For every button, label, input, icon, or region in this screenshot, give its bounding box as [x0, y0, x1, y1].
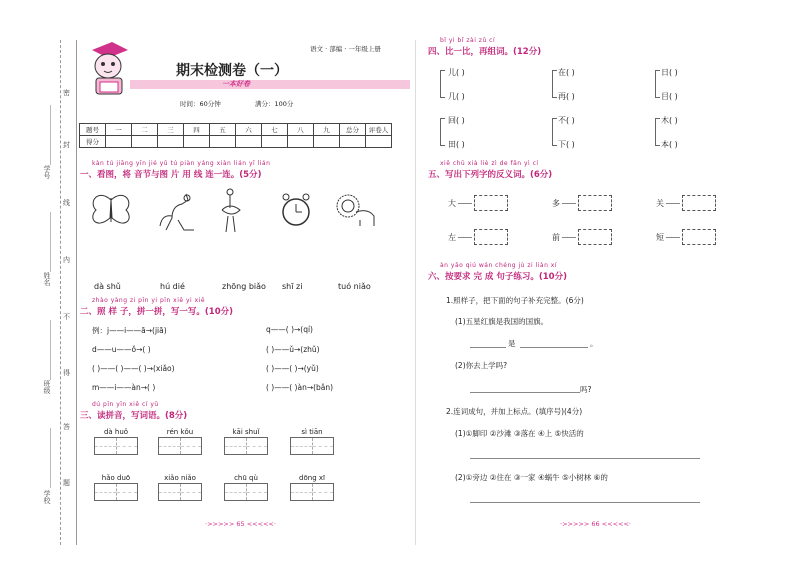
score-cell[interactable] — [132, 136, 158, 148]
table-cell: 五 — [210, 124, 236, 136]
score-cell[interactable] — [158, 136, 184, 148]
ostrich-picture — [218, 188, 244, 238]
fill-end: 吗? — [580, 385, 592, 394]
answer-line[interactable] — [470, 392, 580, 393]
antonym-char: 前 — [552, 233, 560, 242]
binding-char: 内 — [63, 256, 70, 264]
word-pinyin: rén kǒu — [166, 428, 194, 436]
student-id-label: 学号 — [43, 165, 51, 179]
table-cell: 二 — [132, 124, 158, 136]
word-pinyin: dà huǒ — [103, 428, 129, 436]
word-writing-box[interactable] — [94, 428, 138, 454]
answer-box[interactable] — [578, 229, 612, 245]
score-cell[interactable] — [262, 136, 288, 148]
word-writing-box[interactable] — [224, 428, 268, 454]
pinyin-word: hú dié — [160, 282, 185, 291]
name-label: 姓名 — [43, 272, 51, 286]
answer-box[interactable] — [474, 195, 508, 211]
exercise-line[interactable]: ( )——ǔ→(zhǔ) — [266, 345, 320, 354]
binding-char: 不 — [63, 313, 70, 321]
question-1: 1.照样子，把下面的句子补充完整。(6分) — [446, 296, 584, 305]
compare-char[interactable]: 儿( ) — [448, 68, 465, 77]
pinyin-word: zhōng biǎo — [222, 282, 266, 291]
dash — [666, 237, 680, 238]
butterfly-picture — [88, 192, 134, 236]
dash — [458, 203, 472, 204]
antonym-char: 多 — [552, 199, 560, 208]
title-band — [130, 80, 410, 89]
dash — [562, 203, 576, 204]
score-cell[interactable] — [340, 136, 366, 148]
answer-box[interactable] — [578, 195, 612, 211]
binding-char: 答 — [63, 423, 70, 431]
lion-picture — [334, 192, 378, 234]
page-title: 期末检测卷（一） — [176, 63, 288, 79]
word-pinyin: xiǎo niǎo — [164, 474, 196, 482]
word-pinyin: dōng xī — [299, 474, 325, 482]
compare-char[interactable]: 再( ) — [558, 92, 575, 101]
pair-brace — [655, 118, 660, 146]
compare-char[interactable]: 木( ) — [661, 116, 678, 125]
antonym-char: 短 — [656, 233, 664, 242]
table-cell: 评卷人 — [366, 124, 392, 136]
pair-brace — [552, 70, 557, 98]
question-2: 2.连词成句，并加上标点。(填序号)(4分) — [446, 407, 583, 416]
word-pinyin: chū qù — [234, 474, 258, 482]
subject-label: 语文 · 部编 · 一年级上册 — [310, 45, 381, 53]
dash — [458, 237, 472, 238]
table-cell: 总分 — [340, 124, 366, 136]
answer-box[interactable] — [682, 229, 716, 245]
binding-char: 题 — [63, 479, 70, 487]
class-label: 班级 — [43, 380, 51, 394]
page-number-right: ·>>>>> 66 <<<<<· — [560, 520, 631, 528]
kangaroo-picture — [158, 190, 198, 236]
margin-line — [76, 40, 77, 545]
word-pinyin: kāi shuǐ — [232, 428, 260, 436]
compare-char[interactable]: 本( ) — [661, 140, 678, 149]
school-label: 学校 — [43, 490, 51, 504]
table-cell: 四 — [184, 124, 210, 136]
compare-char[interactable]: 几( ) — [448, 92, 465, 101]
exercise-line[interactable]: q——( )→(qí) — [266, 325, 313, 334]
compare-char[interactable]: 不( ) — [558, 116, 575, 125]
word-pinyin: sì tiān — [301, 428, 323, 436]
answer-line[interactable] — [470, 347, 506, 348]
score-cell[interactable] — [288, 136, 314, 148]
word-writing-box[interactable] — [290, 428, 334, 454]
word-order-2: (2)①旁边 ②住在 ③一家 ④蜗牛 ⑤小树林 ⑥的 — [455, 473, 608, 482]
binding-char: 线 — [63, 199, 70, 207]
time-limit: 时间：60分钟 — [180, 100, 221, 108]
fill-text: 是 — [508, 339, 516, 348]
score-cell[interactable] — [314, 136, 340, 148]
dash — [562, 237, 576, 238]
antonym-char: 大 — [448, 199, 456, 208]
score-cell[interactable] — [366, 136, 392, 148]
compare-char[interactable]: 田( ) — [448, 140, 465, 149]
section3-pinyin: dú pīn yīn xiě cí yǔ — [92, 401, 159, 408]
pinyin-word: shī zi — [282, 282, 303, 291]
section5-title: 五、写出下列字的反义词。(6分) — [428, 170, 553, 180]
example-line: 例：j——i——ā→(jiā) — [92, 326, 167, 335]
page-number-left: ·>>>>> 65 <<<<<· — [205, 520, 276, 528]
section1-title: 一、看图，将 音节与图 片 用 线 连一连。(5分) — [80, 170, 262, 180]
word-writing-box[interactable] — [290, 474, 334, 500]
exercise-line[interactable]: m——i——àn→( ) — [92, 383, 156, 392]
section2-pinyin: zhào yàng zi pīn yi pīn xiě yi xiě — [92, 297, 206, 304]
exercise-line[interactable]: ( )——( )——( )→(xiǎo) — [92, 364, 175, 373]
pair-brace — [440, 118, 445, 146]
example-sentence: (1)五星红旗是我国的国旗。 — [455, 317, 549, 326]
section4-pinyin: bǐ yi bǐ zài zǔ cí — [440, 37, 496, 44]
full-score: 满分：100分 — [255, 100, 294, 108]
table-cell: 七 — [262, 124, 288, 136]
pinyin-word: dà shǔ — [94, 282, 121, 291]
table-cell: 题号 — [80, 124, 106, 136]
exercise-line[interactable]: ( )——( )àn→(bǎn) — [266, 383, 334, 392]
section6-title: 六、按要求 完 成 句子练习。(10分) — [428, 272, 567, 282]
fill-line — [50, 105, 51, 165]
score-cell[interactable] — [106, 136, 132, 148]
word-order-1: (1)①脚印 ②沙滩 ③落在 ④上 ⑤快活的 — [455, 429, 584, 438]
fill-line — [50, 212, 51, 272]
fill-line — [50, 320, 51, 380]
table-cell: 三 — [158, 124, 184, 136]
answer-line[interactable] — [520, 347, 588, 348]
table-cell: 八 — [288, 124, 314, 136]
word-writing-box[interactable] — [224, 474, 268, 500]
exercise-line[interactable]: ( )——( )→(yǔ) — [266, 364, 319, 373]
answer-line[interactable] — [470, 458, 700, 459]
binding-char: 得 — [63, 369, 70, 377]
word-pinyin: hǎo duō — [101, 474, 131, 482]
compare-char[interactable]: 目( ) — [661, 92, 678, 101]
table-cell: 六 — [236, 124, 262, 136]
answer-line[interactable] — [470, 502, 700, 503]
section5-pinyin: xiě chū xià liè zì de fǎn yì cí — [440, 160, 539, 167]
table-cell: 九 — [314, 124, 340, 136]
page-divider — [415, 40, 416, 545]
answer-box[interactable] — [682, 195, 716, 211]
section3-title: 三、读拼音，写词语。(8分) — [80, 411, 188, 421]
score-cell[interactable] — [210, 136, 236, 148]
table-cell: 得分 — [80, 136, 106, 148]
section6-pinyin: àn yāo qiú wán chéng jù zi liàn xí — [440, 262, 558, 269]
score-cell[interactable] — [184, 136, 210, 148]
binding-char: 密 — [63, 89, 70, 97]
table-cell: 一 — [106, 124, 132, 136]
antonym-char: 左 — [448, 233, 456, 242]
mascot-logo — [86, 40, 130, 98]
binding-line — [60, 40, 61, 545]
pair-brace — [655, 70, 660, 98]
word-writing-box[interactable] — [158, 474, 202, 500]
word-writing-box[interactable] — [94, 474, 138, 500]
exercise-line[interactable]: d——u——ǒ→( ) — [92, 345, 151, 354]
compare-char[interactable]: 回( ) — [448, 116, 465, 125]
dash — [666, 203, 680, 204]
antonym-char: 关 — [656, 199, 664, 208]
score-table — [79, 123, 392, 148]
brand-logo-text: 一本好卷 — [222, 80, 250, 88]
section4-title: 四、比一比，再组词。(12分) — [428, 47, 542, 57]
fill-line — [50, 428, 51, 488]
fill-end: 。 — [590, 339, 598, 348]
word-writing-box[interactable] — [158, 428, 202, 454]
pair-brace — [552, 118, 557, 146]
binding-char: 封 — [63, 141, 70, 149]
compare-char[interactable]: 在( ) — [558, 68, 575, 77]
clock-picture — [280, 192, 312, 234]
compare-char[interactable]: 日( ) — [661, 68, 678, 77]
pinyin-word: tuó niǎo — [338, 282, 371, 291]
section1-pinyin: kàn tú jiāng yīn jié yǔ tú piàn yáng xiàn lián yī lián — [92, 160, 271, 167]
compare-char[interactable]: 下( ) — [558, 140, 575, 149]
answer-box[interactable] — [474, 229, 508, 245]
section2-title: 二、照 样 子，拼一拼，写一写。(10分) — [80, 307, 234, 317]
example-sentence: (2)你去上学吗? — [455, 361, 508, 370]
score-cell[interactable] — [236, 136, 262, 148]
pair-brace — [440, 70, 445, 98]
